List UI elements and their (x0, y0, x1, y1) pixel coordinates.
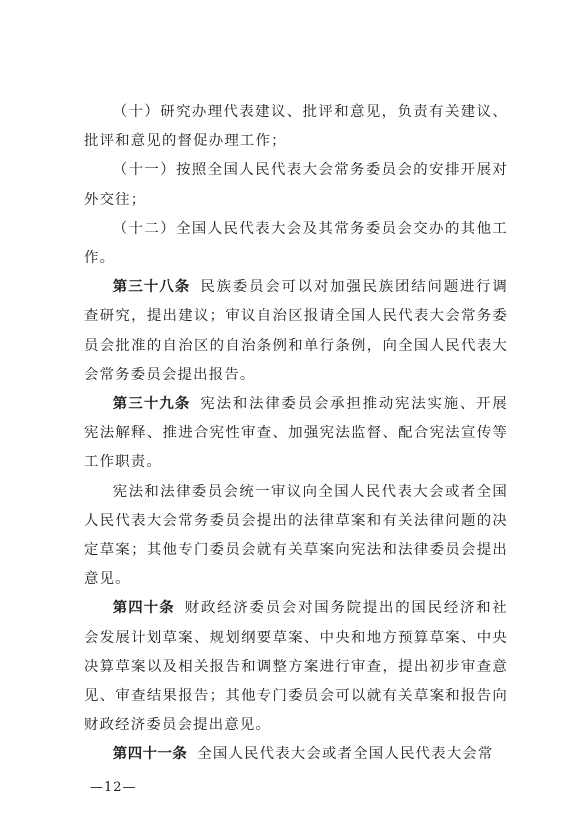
paragraph-text: 财政经济委员会对国务院提出的国民经济和社会发展计划草案、规划纲要草案、中央和地方预算草案、中央决算草案以及相关报告和调整方案进行审查，提出初步审查意见、审查结果报告；其他专门委员会可以就有关草案和报告向财政经济委员会提出意见。 (84, 600, 508, 734)
paragraph-text: （十二）全国人民代表大会及其常务委员会交办的其他工作。 (84, 220, 508, 267)
paragraph-item-12 (84, 215, 508, 273)
article-38 (84, 273, 508, 390)
document-body (84, 98, 508, 770)
paragraph-text: （十一）按照全国人民代表大会常务委员会的安排开展对外交往； (84, 162, 508, 208)
paragraph-text: 宪法和法律委员会承担推动宪法实施、开展宪法解释、推进合宪性审查、加强宪法监督、配合宪法宣传等工作职责。 (84, 396, 508, 471)
paragraph-text: 全国人民代表大会或者全国人民代表大会常 (197, 746, 494, 763)
paragraph-item-11 (84, 156, 508, 214)
article-41 (84, 740, 508, 769)
article-39-para-2 (84, 478, 508, 595)
article-39 (84, 390, 508, 478)
article-number: 第四十条 (112, 600, 175, 617)
paragraph-text: 民族委员会可以对加强民族团结问题进行调查研究，提出建议；审议自治区报请全国人民代表大会常务委员会批准的自治区的自治条例和单行条例，向全国人民代表大会常务委员会提出报告。 (84, 279, 508, 383)
article-40 (84, 594, 508, 740)
article-number: 第三十八条 (112, 279, 191, 296)
paragraph-text: 宪法和法律委员会统一审议向全国人民代表大会或者全国人民代表大会常务委员会提出的法律草案和有关法律问题的决定草案；其他专门委员会就有关草案向宪法和法律委员会提出意见。 (84, 483, 508, 588)
article-number: 第四十一条 (112, 746, 188, 763)
page-number: —12— (90, 780, 137, 795)
article-number: 第三十九条 (112, 396, 191, 413)
paragraph-item-10 (84, 98, 508, 156)
paragraph-text: （十）研究办理代表建议、批评和意见，负责有关建议、批评和意见的督促办理工作； (84, 104, 508, 150)
